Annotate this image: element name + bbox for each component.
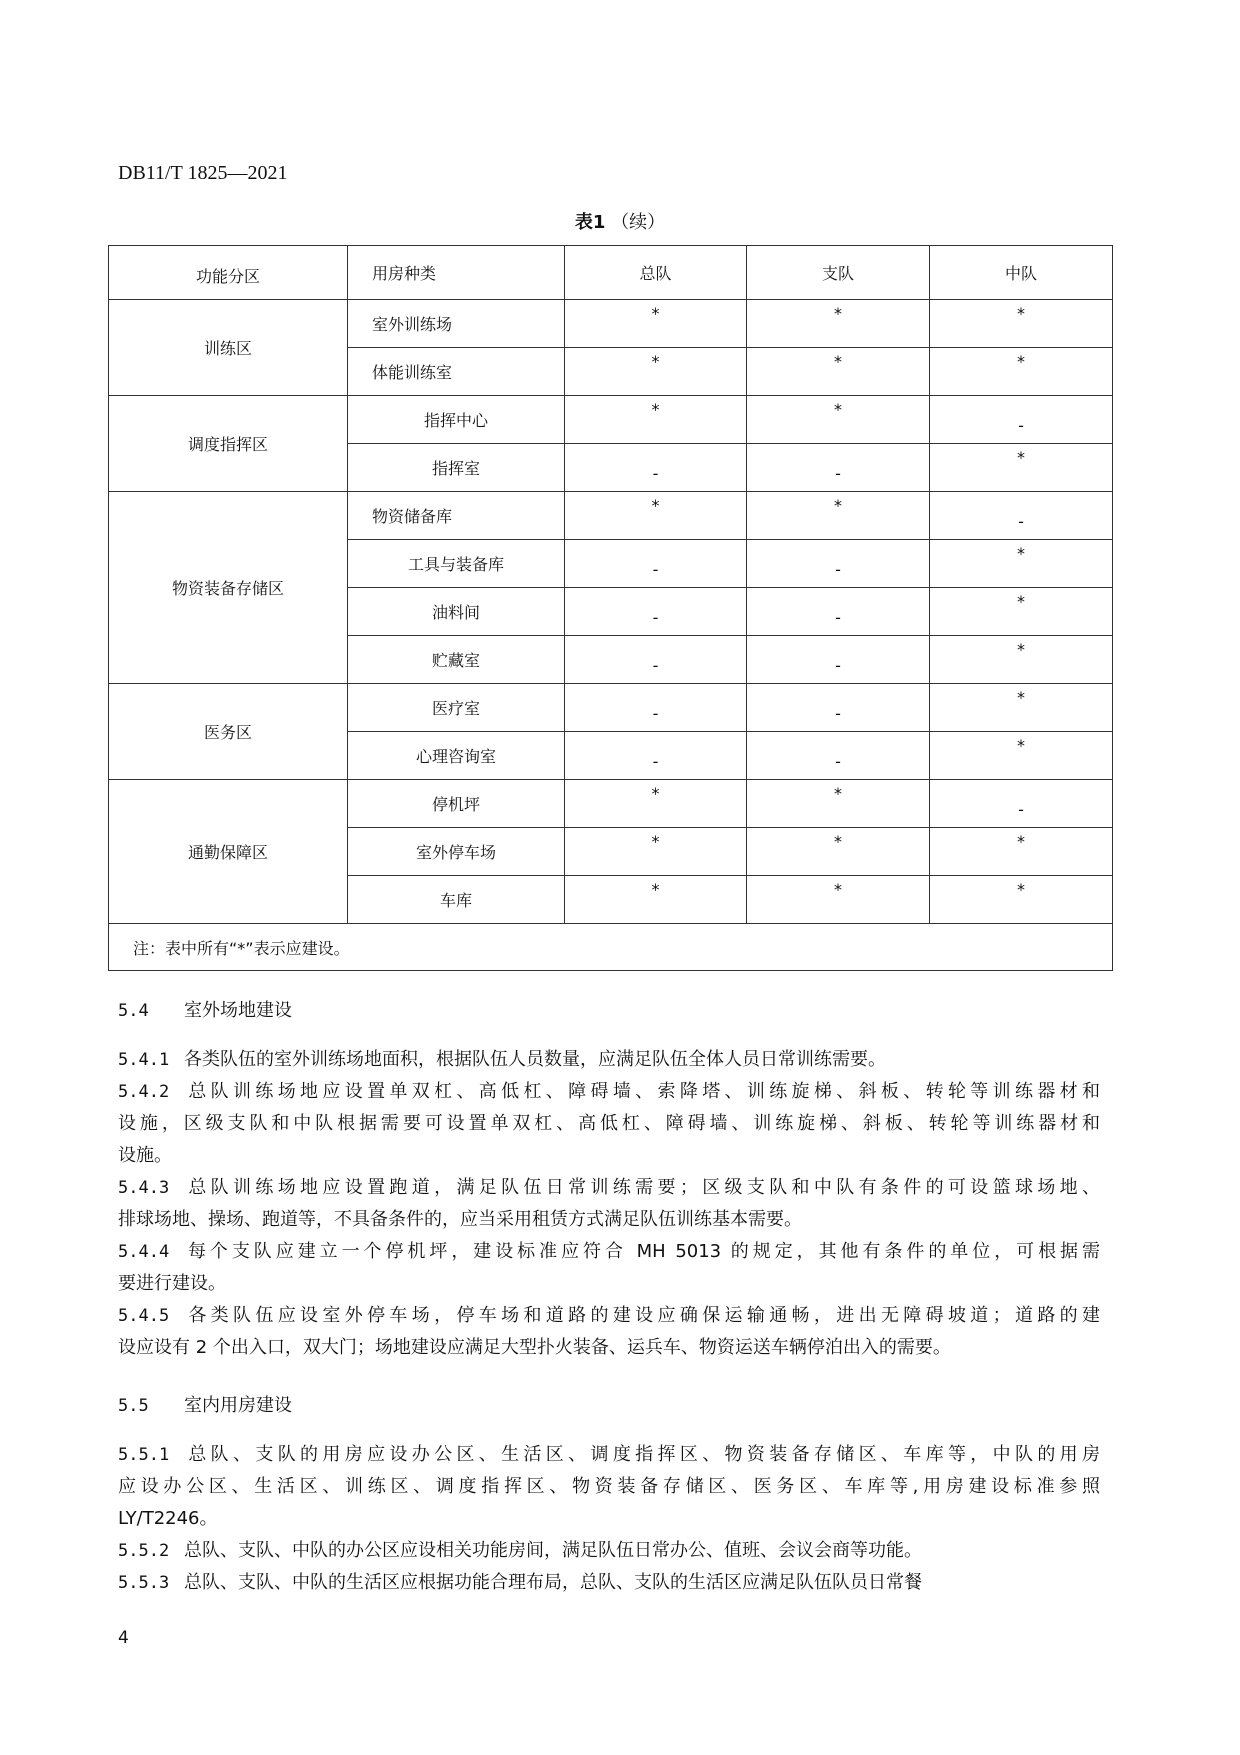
paragraph-line [118, 1472, 1100, 1498]
zone-cell: 调度指挥区 [109, 396, 348, 492]
requirement-cell [565, 444, 747, 492]
room-type-cell: 贮藏室 [348, 636, 565, 684]
table-caption-continued: （续） [605, 212, 666, 233]
section-number: 5.4 [118, 1001, 149, 1021]
room-type-cell: 油料间 [348, 588, 565, 636]
not-required-mark: - [835, 656, 841, 675]
requirement-cell [930, 876, 1113, 924]
clause-text: 总队、支队的用房应设办公区、生活区、调度指挥区、物资装备存储区、车库等，中队的用房 [184, 1444, 1100, 1465]
paragraph-line [118, 1301, 1100, 1327]
required-mark: * [1017, 352, 1025, 371]
requirement-cell [747, 780, 930, 828]
section-heading [118, 1391, 292, 1417]
requirement-cell [930, 732, 1113, 780]
requirement-cell [747, 300, 930, 348]
requirement-cell [747, 636, 930, 684]
room-type-cell: 指挥中心 [348, 396, 565, 444]
required-mark: * [651, 400, 660, 419]
clause-text: 总队、支队、中队的办公区应设相关功能房间，满足队伍日常办公、值班、会议会商等功能。 [184, 1540, 922, 1561]
not-required-mark: - [652, 752, 659, 771]
requirement-cell [747, 540, 930, 588]
room-type-cell: 医疗室 [348, 684, 565, 732]
column-header: 总队 [565, 246, 747, 300]
zone-cell: 医务区 [109, 684, 348, 780]
paragraph-line [118, 1440, 1100, 1466]
clause-text: 每个支队应建立一个停机坪，建设标准应符合 MH 5013 的规定，其他有条件的单位，可根据需 [184, 1241, 1100, 1262]
required-mark: * [834, 496, 842, 515]
requirement-cell [747, 684, 930, 732]
requirement-cell [930, 540, 1113, 588]
room-type-cell: 心理咨询室 [348, 732, 565, 780]
requirement-cell [930, 684, 1113, 732]
table-caption [0, 208, 1240, 234]
requirement-cell [930, 636, 1113, 684]
table-caption-label: 表1 [574, 212, 606, 233]
table-row [109, 492, 1113, 540]
required-mark: * [1017, 592, 1025, 611]
requirement-cell [565, 876, 747, 924]
not-required-mark: - [1018, 800, 1024, 819]
clause-text: 排球场地、操场、跑道等，不具备条件的，应当采用租赁方式满足队伍训练基本需要。 [118, 1209, 802, 1230]
paragraph-line [118, 1109, 1100, 1135]
paragraph-line [118, 1173, 1100, 1199]
requirement-cell [930, 396, 1113, 444]
room-type-cell: 室外停车场 [348, 828, 565, 876]
facility-table [108, 245, 1113, 971]
table-note: 注：表中所有“*”表示应建设。 [109, 924, 1113, 971]
paragraph-line [118, 1045, 1100, 1071]
clause-number: 5.5.1 [118, 1445, 170, 1465]
table-row [109, 396, 1113, 444]
clause-text: 要进行建设。 [118, 1273, 226, 1294]
required-mark: * [1017, 448, 1025, 467]
required-mark: * [1017, 544, 1025, 563]
clause-number: 5.5.3 [118, 1573, 170, 1593]
paragraph-line [118, 1568, 1100, 1594]
clause-text: 各类队伍应设室外停车场，停车场和道路的建设应确保运输通畅，进出无障碍坡道；道路的建 [184, 1305, 1100, 1326]
zone-cell: 物资装备存储区 [109, 492, 348, 684]
room-type-cell: 室外训练场 [348, 300, 565, 348]
requirement-cell [565, 636, 747, 684]
zone-cell: 通勤保障区 [109, 780, 348, 924]
clause-number: 5.4.3 [118, 1178, 170, 1198]
table-row [109, 780, 1113, 828]
required-mark: * [1017, 736, 1025, 755]
requirement-cell [565, 588, 747, 636]
requirement-cell [747, 588, 930, 636]
not-required-mark: - [652, 608, 659, 627]
document-code: DB11/T 1825—2021 [118, 162, 288, 184]
room-type-cell: 停机坪 [348, 780, 565, 828]
requirement-cell [930, 300, 1113, 348]
requirement-cell [565, 396, 747, 444]
requirement-cell [565, 300, 747, 348]
requirement-cell [565, 492, 747, 540]
paragraph-line [118, 1269, 1100, 1295]
clause-number: 5.4.5 [118, 1306, 170, 1326]
required-mark: * [1017, 880, 1025, 899]
clause-text: 总队训练场地应设置跑道，满足队伍日常训练需要；区级支队和中队有条件的可设篮球场地、 [184, 1177, 1100, 1198]
requirement-cell [930, 492, 1113, 540]
requirement-cell [747, 732, 930, 780]
requirement-cell [747, 444, 930, 492]
clause-text: 设施。 [118, 1145, 172, 1166]
clause-text: 总队训练场地应设置单双杠、高低杠、障碍墙、索降塔、训练旋梯、斜板、转轮等训练器材和 [184, 1081, 1100, 1102]
section-heading [118, 996, 292, 1022]
requirement-cell [747, 492, 930, 540]
section-title: 室外场地建设 [184, 1000, 292, 1021]
clause-text: 设应设有 2 个出入口，双大门；场地建设应满足大型扑火装备、运兵车、物资运送车辆停泊出入的需要。 [118, 1337, 951, 1358]
not-required-mark: - [1018, 416, 1024, 435]
clause-text: 总队、支队、中队的生活区应根据功能合理布局，总队、支队的生活区应满足队伍队员日常餐 [184, 1572, 922, 1593]
clause-number: 5.4.4 [118, 1242, 170, 1262]
requirement-cell [565, 732, 747, 780]
clause-text: 应设办公区、生活区、训练区、调度指挥区、物资装备存储区、医务区、车库等,用房建设标准参照 [118, 1476, 1100, 1497]
required-mark: * [651, 352, 660, 371]
room-type-cell: 体能训练室 [348, 348, 565, 396]
required-mark: * [1017, 304, 1025, 323]
not-required-mark: - [835, 560, 841, 579]
required-mark: * [1017, 640, 1025, 659]
not-required-mark: - [835, 608, 841, 627]
paragraph-line [118, 1237, 1100, 1263]
required-mark: * [1017, 688, 1025, 707]
clause-text: LY/T2246。 [118, 1508, 218, 1529]
required-mark: * [834, 304, 842, 323]
requirement-cell [565, 684, 747, 732]
column-header: 功能分区 [109, 246, 348, 300]
room-type-cell: 工具与装备库 [348, 540, 565, 588]
requirement-cell [930, 348, 1113, 396]
table-note-row [109, 924, 1113, 971]
table-row [109, 684, 1113, 732]
clause-number: 5.4.2 [118, 1082, 170, 1102]
room-type-cell: 车库 [348, 876, 565, 924]
required-mark: * [651, 880, 660, 899]
requirement-cell [930, 780, 1113, 828]
requirement-cell [565, 540, 747, 588]
not-required-mark: - [652, 560, 659, 579]
not-required-mark: - [652, 464, 659, 483]
required-mark: * [651, 304, 660, 323]
requirement-cell [747, 396, 930, 444]
required-mark: * [834, 784, 842, 803]
required-mark: * [651, 496, 660, 515]
column-header: 用房种类 [348, 246, 565, 300]
clause-text: 各类队伍的室外训练场地面积，根据队伍人员数量，应满足队伍全体人员日常训练需要。 [184, 1049, 886, 1070]
room-type-cell: 物资储备库 [348, 492, 565, 540]
required-mark: * [834, 880, 842, 899]
requirement-cell [930, 444, 1113, 492]
paragraph-line [118, 1333, 1100, 1359]
not-required-mark: - [835, 704, 841, 723]
column-header: 支队 [747, 246, 930, 300]
paragraph-line [118, 1536, 1100, 1562]
requirement-cell [930, 828, 1113, 876]
section-title: 室内用房建设 [184, 1395, 292, 1416]
not-required-mark: - [835, 464, 841, 483]
room-type-cell: 指挥室 [348, 444, 565, 492]
required-mark: * [1017, 832, 1025, 851]
column-header: 中队 [930, 246, 1113, 300]
page-number: 4 [118, 1628, 129, 1648]
paragraph-line [118, 1205, 1100, 1231]
not-required-mark: - [835, 752, 841, 771]
requirement-cell [747, 828, 930, 876]
required-mark: * [834, 352, 842, 371]
requirement-cell [747, 348, 930, 396]
paragraph-line [118, 1504, 1100, 1530]
required-mark: * [651, 784, 660, 803]
not-required-mark: - [652, 704, 659, 723]
clause-text: 设施，区级支队和中队根据需要可设置单双杠、高低杠、障碍墙、训练旋梯、斜板、转轮等训练器材和 [118, 1113, 1100, 1134]
requirement-cell [565, 828, 747, 876]
paragraph-line [118, 1141, 1100, 1167]
required-mark: * [651, 832, 660, 851]
not-required-mark: - [1018, 512, 1024, 531]
paragraph-line [118, 1077, 1100, 1103]
requirement-cell [565, 780, 747, 828]
table-row [109, 300, 1113, 348]
not-required-mark: - [652, 656, 659, 675]
table-header-row [109, 246, 1113, 300]
requirement-cell [930, 588, 1113, 636]
zone-cell: 训练区 [109, 300, 348, 396]
requirement-cell [565, 348, 747, 396]
clause-number: 5.5.2 [118, 1541, 170, 1561]
clause-number: 5.4.1 [118, 1050, 170, 1070]
requirement-cell [747, 876, 930, 924]
required-mark: * [834, 400, 842, 419]
section-number: 5.5 [118, 1396, 149, 1416]
required-mark: * [834, 832, 842, 851]
